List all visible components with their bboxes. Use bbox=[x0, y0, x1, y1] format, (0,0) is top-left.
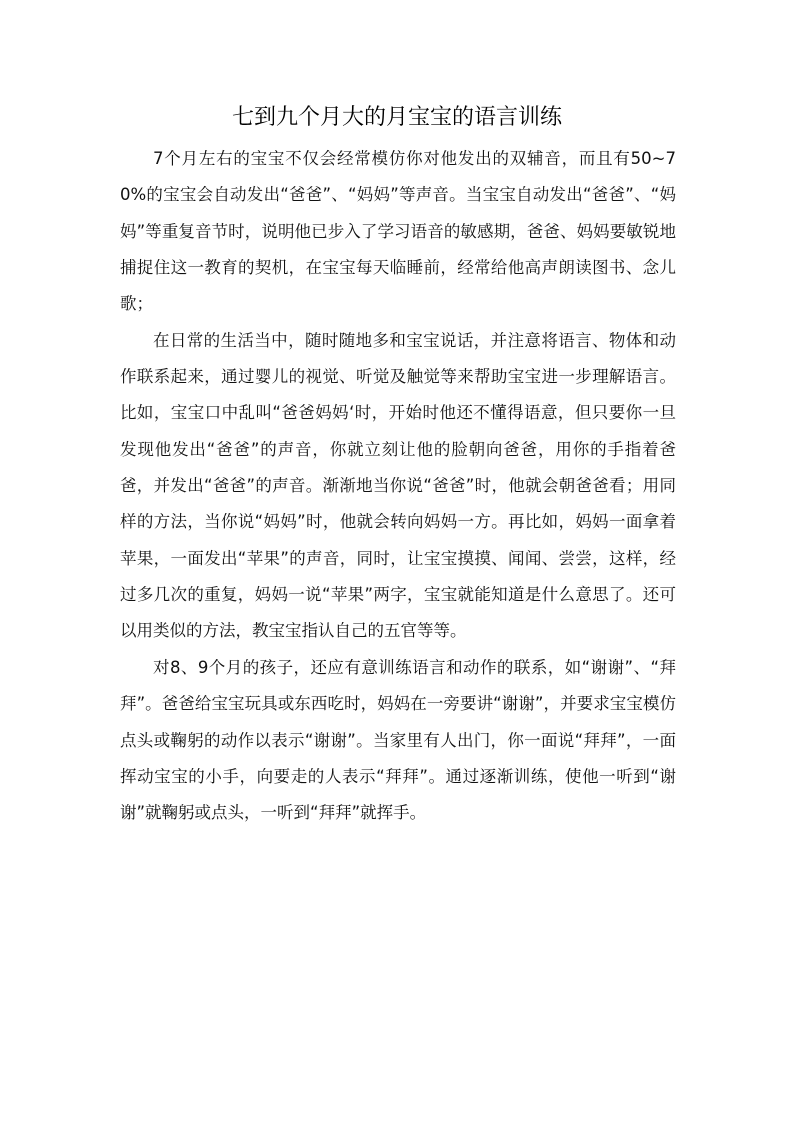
document-title: 七到九个月大的月宝宝的语言训练 bbox=[231, 105, 562, 130]
paragraph-2: 在日常的生活当中，随时随地多和宝宝说话，并注意将语言、物体和动作联系起来，通过婴儿的视觉、听觉及触觉等来帮助宝宝进一步理解语言。比如，宝宝口中乱叫“爸爸妈妈‘时，开始时他还不懂得语意，但只要你一旦发现他发出“爸爸”的声音，你就立刻让他的脸朝向爸爸，用你的手指着爸爸，并发出“爸爸”的声音。渐渐地当你说“爸爸”时，他就会朝爸爸看；用同样的方法，当你说“妈妈”时，他就会转向妈妈一方。再比如，妈妈一面拿着苹果，一面发出“苹果”的声音，同时，让宝宝摸摸、闻闻、尝尝，这样，经过多几次的重复，妈妈一说“苹果”两字，宝宝就能知道是什么意思了。还可以用类似的方法，教宝宝指认自己的五官等等。 bbox=[120, 330, 676, 641]
paragraph-1: 7个月左右的宝宝不仅会经常模仿你对他发出的双辅音，而且有50~70%的宝宝会自动发出“爸爸”、“妈妈”等声音。当宝宝自动发出“爸爸”、“妈妈”等重复音节时，说明他已步入了学习语音的敏感期，爸爸、妈妈要敏锐地捕捉住这一教育的契机，在宝宝每天临睡前，经常给他高声朗读图书、念儿歌； bbox=[120, 149, 676, 314]
paragraph-3: 对8、9个月的孩子，还应有意训练语言和动作的联系，如“谢谢”、“拜拜”。爸爸给宝宝玩具或东西吃时，妈妈在一旁要讲“谢谢”，并要求宝宝模仿点头或鞠躬的动作以表示“谢谢”。当家里有人出门，你一面说“拜拜”，一面挥动宝宝的小手，向要走的人表示“拜拜”。通过逐渐训练，使他一听到“谢谢”就鞠躬或点头，一听到“拜拜”就挥手。 bbox=[120, 657, 676, 823]
document-body bbox=[120, 141, 676, 832]
